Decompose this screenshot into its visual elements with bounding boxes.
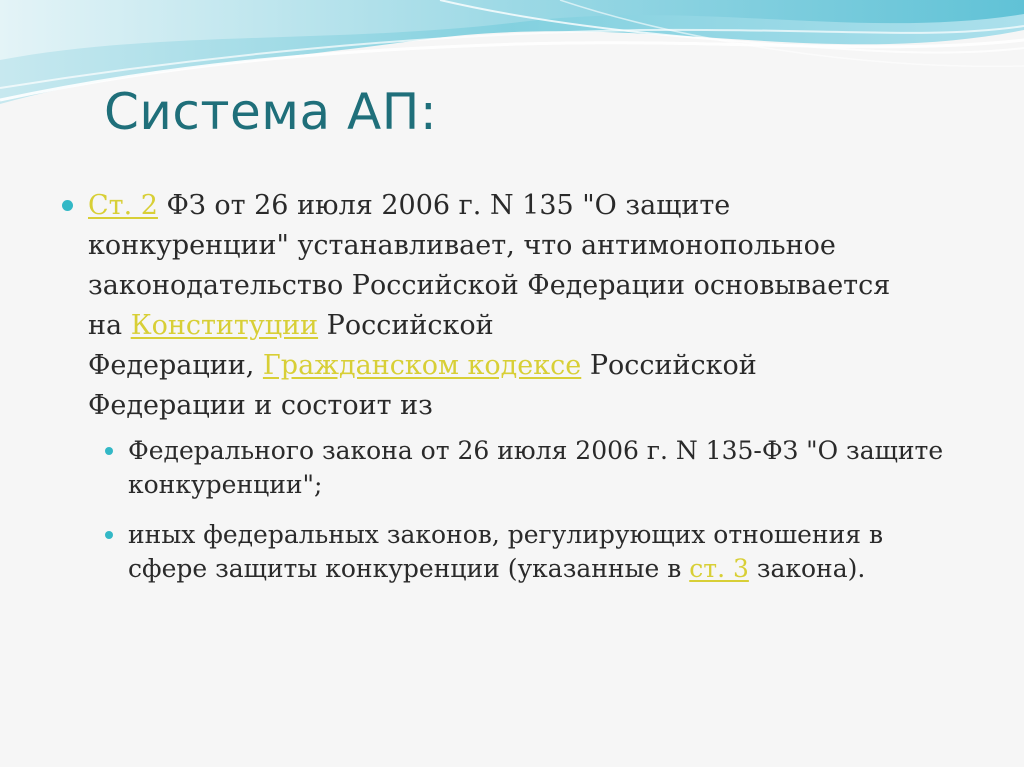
main-text-1: ФЗ от 26 июля 2006 г. N 135 "О защите конкуренции" устанавливает, что антимонопольное законодательство Российской Федерации основывается	[88, 190, 891, 301]
link-constitution[interactable]: Конституции	[130, 310, 319, 341]
bullet-dot	[62, 200, 73, 211]
content-body	[60, 186, 980, 586]
sub-bullet-federal-law	[128, 434, 968, 502]
sub-bullet-text-after: закона).	[748, 554, 866, 583]
link-civil-code[interactable]: Гражданском кодексе	[262, 350, 582, 381]
main-text-4: Федерации,	[88, 350, 263, 381]
sub-bullet-text: Федерального закона от 26 июля 2006 г. N 135-ФЗ "О защите конкуренции";	[128, 436, 944, 499]
main-bullet-paragraph	[88, 186, 918, 426]
link-article-2[interactable]: Ст. 2	[88, 190, 158, 221]
link-article-3[interactable]: ст. 3	[689, 554, 749, 583]
main-text-3: Российской	[318, 310, 494, 341]
main-text-2: на	[88, 310, 131, 341]
sub-bullet-text-before: иных федеральных законов, регулирующих отношения в сфере защиты конкуренции (указанные в	[128, 520, 884, 583]
main-text-5: Российской Федерации и состоит из	[88, 350, 757, 421]
sub-bullet-dot	[105, 447, 113, 455]
sub-bullet-other-laws	[128, 518, 968, 586]
page-title: Система АП:	[104, 83, 438, 141]
sub-bullet-dot	[105, 531, 113, 539]
